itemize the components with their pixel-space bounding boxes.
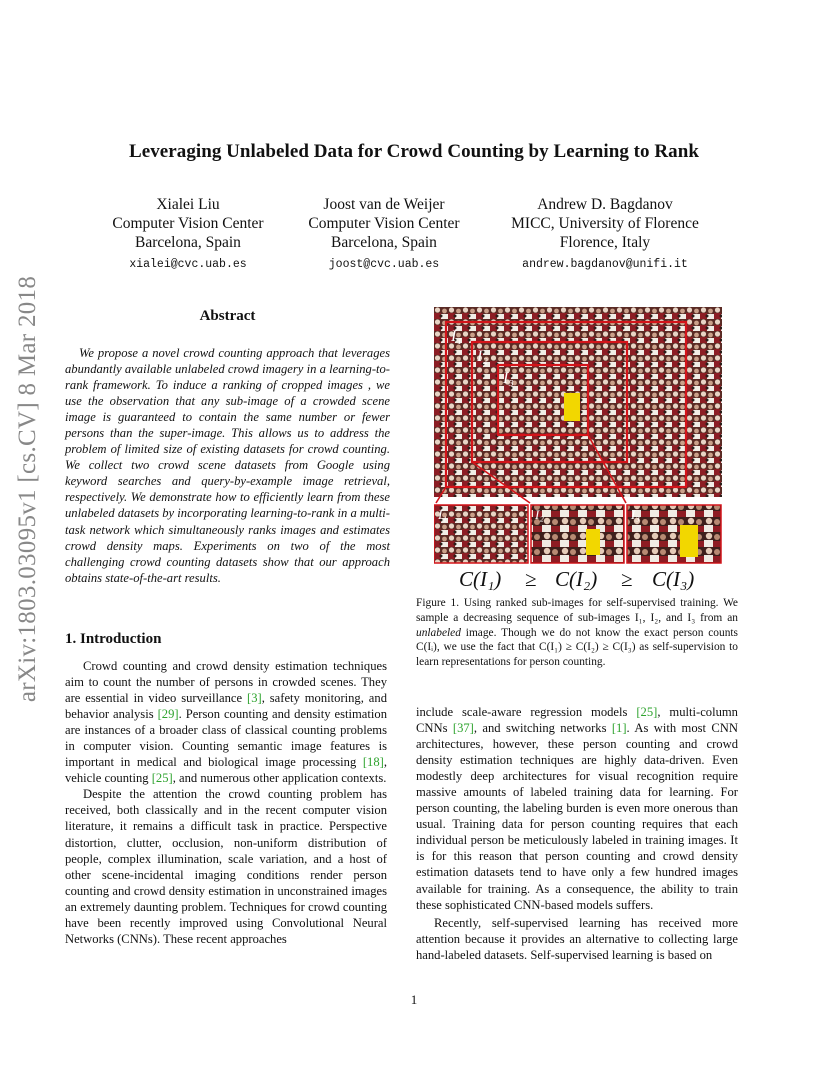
text-run: . Person counting and density estimation are instances of a broader class of classical counting problems in computer vision. Counting semantic image features is important in medical and biological image processing [65,707,387,770]
text-run: , multi-column CNNs [416,705,738,736]
intro-paragraph-2: Despite the attention the crowd counting problem has received, both classically and in the recent computer vision literature, it remains a difficult task in practice. Perspective distortion, clutter, occlusion, non-uniform distribution of people, complex illumination, scale variation, and a host of other scene-incidental imaging conditions render person counting and crowd density estimation in unconstrained images an extremely daunting problem. Techniques for crowd counting have been recently improved using Convolutional Neural Networks (CNNs). These recent approaches [65,787,387,946]
author-name: Xialei Liu [156,196,220,213]
citation-link[interactable]: [25] [636,705,658,719]
author-affiliation: Computer Vision Center [308,215,460,232]
thumb-label: I₂ [535,507,544,522]
rank-term: C(I₂) [555,567,598,591]
text-run: Crowd counting and crowd density estimation techniques aim to count the number of persons in crowded scenes. They are essential in video surveillance [65,659,387,706]
citation-link[interactable]: [3] [247,691,262,706]
thumb-label: I₁ [438,507,447,522]
abstract-text: We propose a novel crowd counting approach that leverages abundantly available unlabeled crowd imagery in a learning-to-rank framework. To induce a ranking of cropped images , we use the observation that any sub-image of a crowded scene image is guaranteed to contain the same number or fewer persons than the super-image. This allows us to address the problem of limited size of existing datasets for crowd counting. We collect two crowd scene datasets from Google using keyword searches and query-by-example image retrieval, respectively. We demonstrate how to efficiently learn from these unlabeled datasets by incorporating learning-to-rank in a multi-task network which simultaneously ranks images and estimates crowd density maps. Experiments on two of the most challenging crowd counting datasets show that our approach obtains state-of-the-art results. [65,346,390,585]
citation-link[interactable]: [37] [452,721,474,736]
crop-label: I₁ [451,328,462,345]
rank-term: C(I₁) [459,567,502,591]
thumbnail-I3 [627,505,721,563]
caption-text: image. Though we do not know the exact person counts C(Iᵢ), we use the fact that C(I₁) ≥ C(I₂) ≥ C(I₃) as self-supervision to learn representations for person counting. [416,626,738,669]
thumb-label: I₃ [631,507,640,522]
intro-left-column [65,658,387,947]
rank-term: C(I₃) [652,567,695,591]
thumbnail-I2 [531,505,624,563]
caption-text: Figure 1. Using ranked sub-images for self-supervised training. We sample a decreasing sequence of sub-images I₁, I₂, and I₃ from an [416,597,738,624]
author-block-3 [490,195,720,274]
arxiv-stamp [12,275,44,703]
author-affiliation: MICC, University of Florence [511,215,699,232]
crowd-figure-graphic [434,307,722,593]
intro-paragraph-1 [65,658,387,786]
right-paragraph-2: Recently, self-supervised learning has received more attention because it provides an alternative to collecting large hand-labeled datasets. Self-supervised learning is based on [416,915,738,962]
yellow-shirt-person [680,525,698,557]
citation-link[interactable]: [18] [362,755,384,770]
rank-operator: ≥ [525,567,537,591]
rank-operator: ≥ [621,567,633,591]
citation-link[interactable]: [29] [157,707,179,722]
author-location: Florence, Italy [559,234,651,251]
citation-link[interactable]: [1] [611,721,627,736]
crop-label: I₂ [477,348,488,365]
rank-formula [459,567,694,591]
yellow-shirt-person [564,393,580,421]
caption-emphasis: unlabeled [416,626,461,639]
author-name: Andrew D. Bagdanov [537,196,673,213]
author-location: Barcelona, Spain [135,234,241,251]
arxiv-id: arXiv:1803.03095v1 [cs.CV] 8 Mar 2018 [14,275,41,703]
author-affiliation: Computer Vision Center [112,215,264,232]
abstract-heading: Abstract [199,308,256,324]
author-email[interactable]: xialei@cvc.uab.es [129,258,247,271]
author-email[interactable]: joost@cvc.uab.es [328,258,440,271]
abstract-body [65,345,390,586]
text-run: , and numerous other application contexts. [172,771,387,786]
author-name: Joost van de Weijer [323,196,445,213]
figure-1 [434,307,722,593]
text-run: include scale-aware regression models [416,705,637,719]
text-run: . As with most CNN architectures, however, these person counting and crowd density estimation techniques are highly data-driven. Even modestly deep architectures for visual recognition require massive amounts of labeled training data for learning. For person counting, the labeling burden is even more onerous than usual. Training data for person counting requires that each individual person be meticulously labeled in training images. It is for this reason that person counting and crowd density estimation datasets tend to have only a few hundred images available for training. As a consequence, the ability to train these sophisticated CNN-based models suffers. [416,721,738,912]
author-email[interactable]: andrew.bagdanov@unifi.it [522,258,688,271]
author-block-1 [83,195,293,274]
yellow-shirt-person [586,529,600,555]
section-heading-introduction: 1. Introduction [65,631,162,647]
right-paragraph-1 [416,704,738,913]
author-block-2 [279,195,489,274]
thumbnail-I1 [434,505,528,563]
page-number: 1 [410,992,418,1007]
author-location: Barcelona, Spain [331,234,437,251]
text-run: , safety monitoring, and behavior analysis [65,691,387,722]
text-run: , and switching networks [473,721,612,736]
figure-1-caption [416,596,738,670]
crop-label: I₃ [503,370,514,387]
intro-right-column [416,704,738,963]
citation-link[interactable]: [25] [151,771,173,786]
paper-title: Leveraging Unlabeled Data for Crowd Counting by Learning to Rank [129,141,699,162]
text-run: , vehicle counting [65,755,387,786]
